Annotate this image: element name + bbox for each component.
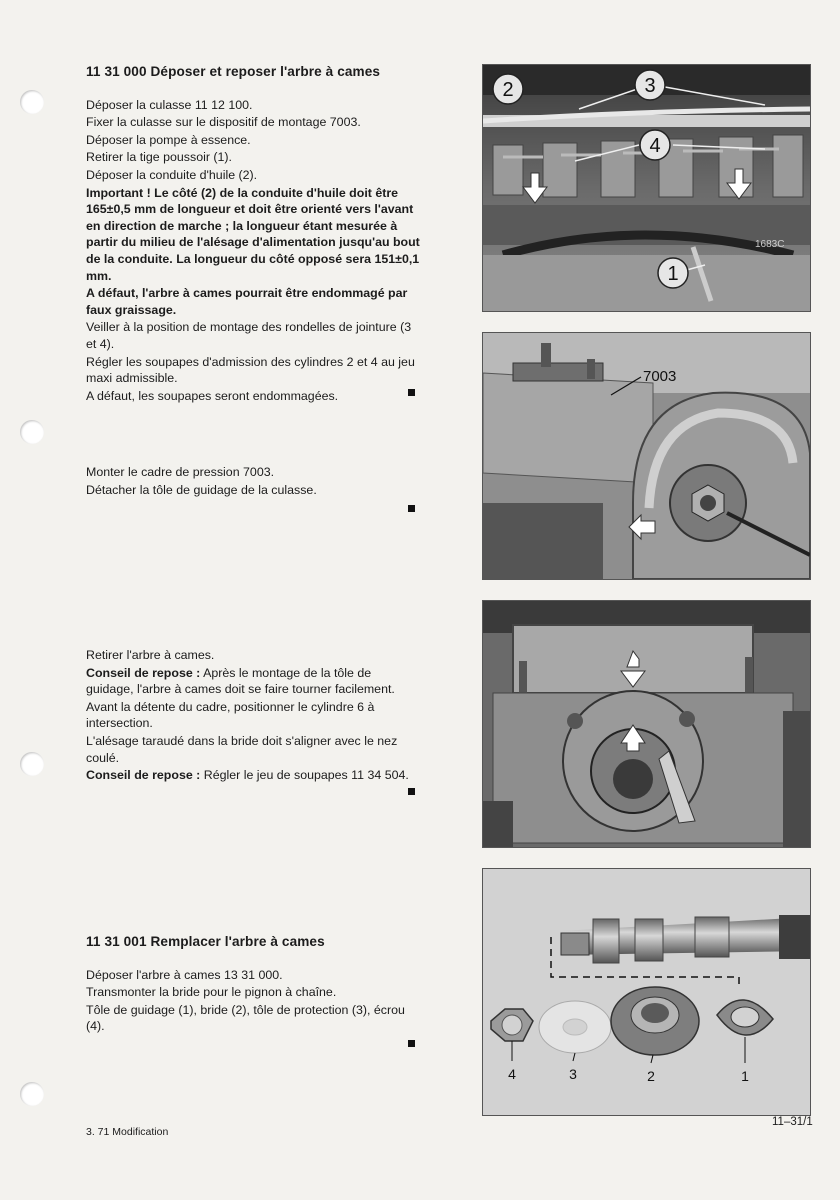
binder-hole (20, 420, 44, 444)
refit-tip (86, 665, 420, 698)
section-end-mark (408, 505, 415, 512)
warning-note: A défaut, l'arbre à cames pourrait être endommagé par faux graissage. (86, 286, 408, 317)
callout-label: 4 (649, 135, 661, 157)
step-line: Déposer la culasse 11 12 100. (86, 97, 253, 112)
tool-label-7003: 7003 (643, 368, 677, 385)
section-remove-camshaft (86, 647, 420, 785)
tip-text: Après le montage de la tôle de guidage, l'arbre à cames doit se faire tourner facilement. (86, 665, 395, 697)
callout-label: 2 (502, 79, 514, 101)
refit-tip (86, 767, 420, 784)
step-line: Régler les soupapes d'admission des cylindres 2 et 4 au jeu maxi admissible. (86, 354, 415, 386)
step-line: Veiller à la position de montage des rondelles de jointure (3 et 4). (86, 320, 412, 351)
important-text: Le côté (2) de la conduite d'huile doit être 165±0,5 mm de longueur et doit être orienté vers l'avant en direction de marche ; la longueur étant mesurée à partir du milieu de l'alésage d'alimentation jusqu'au bout de la conduite. La longueur du côté opposé sera 151±0,1 mm. (86, 185, 420, 283)
step-line: Retirer la tige poussoir (1). (86, 150, 232, 165)
section-pressure-frame (86, 464, 420, 499)
section-title: 11 31 001 Remplacer l'arbre à cames (86, 934, 325, 949)
step-line: Avant la détente du cadre, positionner le cylindre 6 à intersection. (86, 699, 375, 731)
part-number-label: 3 (569, 1066, 577, 1082)
section-replace-camshaft (86, 934, 420, 1036)
tip-label: Conseil de repose : (86, 665, 201, 680)
section-title: 11 31 000 Déposer et reposer l'arbre à cames (86, 64, 381, 79)
step-line: L'alésage taraudé dans la bride doit s'aligner avec le nez coulé. (86, 733, 398, 765)
step-line: Transmonter la bride pour le pignon à chaîne. (86, 985, 337, 1000)
callout-label: 1 (667, 263, 679, 285)
section-end-mark (408, 389, 415, 396)
part-number-label: 1 (741, 1068, 749, 1084)
tip-label: Conseil de repose : (86, 768, 201, 783)
step-line: Détacher la tôle de guidage de la culasse. (86, 482, 317, 497)
page-number: 11–31/1 (772, 1116, 813, 1128)
step-line: Déposer la conduite d'huile (2). (86, 167, 258, 182)
tip-text: Régler le jeu de soupapes 11 34 504. (203, 768, 409, 783)
section-end-mark (408, 788, 415, 795)
callout-label: 3 (644, 75, 656, 97)
binder-hole (20, 1082, 44, 1106)
binder-hole (20, 90, 44, 114)
important-note (86, 185, 420, 285)
step-line: Monter le cadre de pression 7003. (86, 465, 275, 479)
part-number-label: 4 (508, 1066, 516, 1082)
photo-flange-alignment (482, 600, 811, 848)
part-number-label: 2 (647, 1068, 655, 1084)
binder-hole (20, 752, 44, 776)
photo-camshaft-parts (482, 868, 811, 1116)
step-line: Tôle de guidage (1), bride (2), tôle de protection (3), écrou (4). (86, 1002, 405, 1034)
step-line: Déposer la pompe à essence. (86, 132, 251, 147)
step-line: Fixer la culasse sur le dispositif de montage 7003. (86, 115, 361, 130)
step-line: Déposer l'arbre à cames 13 31 000. (86, 967, 283, 982)
step-line: A défaut, les soupapes seront endommagées. (86, 388, 339, 403)
photo-pressure-frame (482, 332, 811, 580)
photo-cylinder-head (482, 64, 811, 312)
footer-revision: 3. 71 Modification (86, 1126, 169, 1138)
section-end-mark (408, 1040, 415, 1047)
important-label: Important ! (86, 185, 151, 200)
step-line: Retirer l'arbre à cames. (86, 648, 215, 662)
section-remove-refit-camshaft (86, 64, 420, 405)
engraved-number: 1683C (755, 239, 785, 250)
